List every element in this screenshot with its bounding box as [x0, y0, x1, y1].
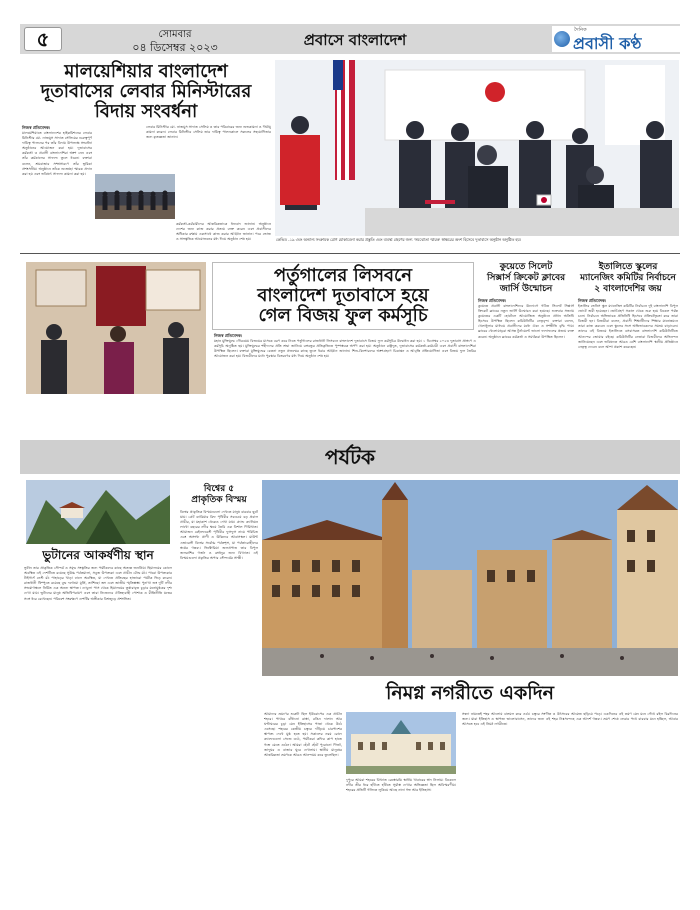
header-day: সোমবার [158, 29, 192, 40]
story1-body-a: মালয়েশিয়াতে বাংলাদেশের হাইকমিশনের লেবার মিনিস্টার মো. নাজমুস সাদাত সেলিমের গুরুত্বপূর্ণ দায়িত্ব পালনের পর তাঁর বিদায় উপলক্ষে সংবর্ধনা অনুষ্ঠানের আয়োজন করা হয়। দূতাবাসের কর্মকর্তা ও প্রবাসী বাংলাদেশিরা অংশ নেন এবং তাঁর কর্মকালের সাফল্য তুলে ধরেন। বক্তারা বলেন, শ্রমবাজার সম্প্রসারণে তাঁর ভূমিকা প্রশংসনীয়। অনুষ্ঠানে তাঁকে শুভেচ্ছা স্মারক প্রদান করা হয় এবং ভবিষ্যৎ সাফল্য কামনা করা হয়। [22, 131, 92, 176]
travel-section-title: পর্যটক [325, 445, 375, 469]
wonders-headline [180, 484, 258, 506]
story4-byline: নিজস্ব প্রতিবেদক। [578, 298, 607, 303]
story1-headline-line1: মালয়েশিয়ার বাংলাদেশ [64, 61, 228, 82]
city-body-b: দুপুরে আমরা শহরের বিখ্যাত রেস্তোরাঁয় স্থানীয় খাবারের স্বাদ নিলাম। বিকেলে নদীর তীর ধরে হাঁটতে হাঁটতে সূর্যাস্ত দেখার অভিজ্ঞতা ছিল অবিস্মরণীয়। শহরের প্রতিটি গলিতে লুকিয়ে আছে নানা গল্প আর ইতিহাস। [346, 778, 456, 793]
story2-headline-line1: পর্তুগালের লিসবনে [273, 265, 412, 286]
brand-logo [552, 26, 682, 52]
people-silhouettes [95, 174, 175, 219]
divider-1 [20, 253, 680, 254]
palace-illustration [346, 712, 456, 774]
story2-headline-line2: বাংলাদেশ দূতাবাসে হয়ে [257, 285, 429, 306]
story2-body: মহান মুক্তিযুদ্ধে গৌরবময় বিজয়ের মাসকে বরণ করে নিতে পর্তুগালের রাজধানী লিসবনে বাংলাদেশ দূতাবাসে বিজয় ফুল কর্মসূচির উদ্বোধন করা হয়। ১ ডিসেম্বর ২০২৩ দূতাবাস প্রাঙ্গণে এ কর্মসূচি অনুষ্ঠিত হয়। মুক্তিযুদ্ধের শহীদদের প্রতি শ্রদ্ধা জানিয়ে বঙ্গবন্ধুর প্রতিকৃতিতে পুষ্পস্তবক অর্পণ করা হয়। অনুষ্ঠানে রাষ্ট্রদূত, দূতাবাসের কর্মকর্তা-কর্মচারী এবং প্রবাসী বাংলাদেশিরা উপস্থিত ছিলেন। বক্তারা মুক্তিযুদ্ধের চেতনা নতুন প্রজন্মের কাছে তুলে ধরার আহ্বান জানান। শিশু-কিশোরদের অংশগ্রহণে চিত্রাঙ্কন ও আবৃত্তি প্রতিযোগিতা এবং বিজয় ফুল তৈরির আয়োজন করা হয়। বিজয়ীদের মধ্যে পুরস্কার বিতরণের মধ্য দিয়ে অনুষ্ঠান শেষ হয়। [214, 339, 476, 359]
bhutan-body: ভুটান তার প্রাকৃতিক সৌন্দর্য ও সমৃদ্ধ সংস্কৃতির জন্য পর্যটকদের কাছে অত্যন্ত জনপ্রিয়। হিমালয়ের কোলে অবস্থিত এই দেশটিতে রয়েছে সুউচ্চ পর্বতমালা, সবুজ উপত্যকা এবং প্রাচীন বৌদ্ধ মঠ। পারো উপত্যকার টাইগার্স নেস্ট মঠ পাহাড়ের খাড়া ঢালে অবস্থিত, যা দেখতে প্রতিবছর হাজারো পর্যটক ভিড় করেন। রাজধানী থিম্পুতে রয়েছে বুদ্ধ দর্দেনমা মূর্তি, তাশিছো জং এবং জাতীয় স্মৃতিস্তম্ভ। পুনাখা জং দুটি নদীর সংযোগস্থলে নির্মিত এক অনন্য স্থাপত্য। দোচুলা পাস থেকে হিমালয়ের তুষারাবৃত চূড়ার মনোমুগ্ধকর দৃশ্য দেখা যায়। ভুটানের মানুষ অতিথিপরায়ণ এবং তারা নিজেদের ঐতিহ্যবাহী পোশাক ও রীতিনীতি যত্নের সঙ্গে ধরে রেখেছেন। পরিবেশ সংরক্ষণে দেশটির অঙ্গীকার বিশ্বজুড়ে প্রশংসিত। [24, 566, 172, 601]
section-name: প্রবাসে বাংলাদেশ [303, 31, 407, 49]
story4-headline-line3: ২ বাংলাদেশির জয় [594, 284, 662, 294]
story1-photo-caption: কেভিড -১৯ এবং অন্যান্য সংক্রামক রোগ মোকাবেলা করার প্রস্তুতি এবং ব্যবস্থা গ্রহণের জন্য 'সমঝোতা স্মারক' স্বাক্ষরের অংশ হিসেবে দূতাবাসে অনুষ্ঠান অনুষ্ঠিত হয়। [276, 237, 522, 242]
story1-signing-photo [275, 60, 679, 236]
story2-headline-line3: গেল বিজয় ফুল কর্মসূচি [258, 305, 428, 326]
story1-byline: নিজস্ব প্রতিবেদক। [22, 125, 51, 130]
city-body-c: সন্ধ্যা নামতেই শহর আলোয় ঝলমল করে ওঠে। চত্বরে সংগীত ও উৎসবের আমেজ ছড়িয়ে পড়ে। একদিনের এই ভ্রমণ যেন মনে গেঁথে রইল চিরদিনের জন্য। যারা ইতিহাস ও স্থাপত্য ভালোবাসেন, তাদের জন্য এই শহর নিঃসন্দেহে এক আদর্শ গন্তব্য। ভ্রমণ শেষে ফেরার পথে বারবার মনে হচ্ছিল, আবার আসতে হবে এই নিমগ্ন নগরীতে। [462, 712, 678, 727]
mountain-monastery-illustration [26, 480, 170, 544]
wonders-body: বিশ্বের প্রাকৃতিক বিস্ময়গুলো দেখতে মানুষ বারবার ছুটে যায়। গ্রেট ব্যারিয়ার রিফ পৃথিবীর সবচেয়ে বড় প্রবাল প্রাচীর, যা মহাকাশ থেকেও দেখা যায়। গ্র্যান্ড ক্যানিয়ন লাখো বছরের নদীর ক্ষয়ে তৈরি এক বিশাল গিরিখাত। আমাজন রেইনফরেস্ট পৃথিবীর ফুসফুস নামে পরিচিত এবং অসংখ্য প্রাণী ও উদ্ভিদের আবাসস্থল। মাউন্ট এভারেস্ট বিশ্বের সর্বোচ্চ পর্বতশৃঙ্গ, যা পর্বতারোহীদের স্বপ্নের গন্তব্য। ভিক্টোরিয়া জলপ্রপাত তার বিপুল জলরাশির গর্জন ও রংধনুর জন্য বিখ্যাত। এই বিস্ময়গুলো প্রকৃতির অপার সৌন্দর্যের সাক্ষী। [180, 510, 258, 560]
story4-headline-line1: ইতালিতে স্কুলের [598, 262, 658, 272]
story1-body-c: কর্মকর্তা-কর্মচারীদের আন্তরিকতাকে ধন্যবাদ জানান। অনুষ্ঠানে দেশের জন্য কাজ করার প্রত্যয় ব্যক্ত করেন এবং প্রবাসীদের অধিকার রক্ষায় একসাথে কাজ করার আহ্বান জানান। পরে ভোজ ও সাংস্কৃতিক আয়োজনের মধ্য দিয়ে অনুষ্ঠান শেষ হয়। [176, 222, 271, 242]
story1-group-photo [95, 174, 175, 219]
story4-headline-line2: ম্যানেজিং কমিটির নির্বাচনে [580, 273, 676, 283]
european-city-illustration [262, 480, 678, 676]
brand-name: প্রবাসী কণ্ঠ [573, 34, 642, 53]
embassy-event-illustration [26, 262, 206, 394]
story1-headline [22, 62, 270, 122]
city-body-a: আমাদের ভ্রমণের শুরুটা ছিল ইউরোপের এক প্রাচীন শহরে। পাথরে বাঁধানো রাস্তা, রঙিন দালান আর ঘণ্টাঘরের চূড়া যেন ইতিহাসের পাতা থেকে উঠে এসেছে। শহরের কেন্দ্রীয় চত্বরে দাঁড়িয়ে চারপাশের স্থাপত্য দেখে মুগ্ধ হতে হয়। সকালের নরম রোদে ক্যাফেগুলো সেজে ওঠে, পর্যটকরা কফির কাপ হাতে গল্পে মেতে ওঠেন। আমরা হেঁটে হেঁটে পুরোনো গির্জা, জাদুঘর ও বাজার ঘুরে দেখলাম। স্থানীয় মানুষের আন্তরিকতা ভ্রমণকে আরও আনন্দময় করে তুলেছিল। [264, 712, 342, 757]
city-square-photo [262, 480, 678, 676]
story1-headline-line3: বিদায় সংবর্ধনা [94, 101, 198, 122]
story2-photo [26, 262, 206, 394]
story2-headline [214, 266, 472, 326]
story3-headline [478, 262, 574, 295]
story4-headline [578, 262, 678, 295]
page-number-badge: ৫ [24, 27, 62, 51]
story3-byline: নিজস্ব প্রতিবেদক। [478, 298, 507, 303]
city-headline: নিমগ্ন নগরীতে একদিন [385, 682, 555, 704]
brand-small: দৈনিক [574, 27, 587, 33]
bhutan-photo [26, 480, 170, 544]
story1-body-b: লেবার মিনিস্টার মো. নাজমুস সাদাত সেলিম ও তার পরিবারের জন্য শুভকামনা ও দীর্ঘায়ু কামনা করেন। লেবার মিনিস্টার সেলিম তার দায়িত্ব পালনকালে সকলের সহযোগিতার জন্য কৃতজ্ঞতা জানান। [146, 125, 271, 140]
story3-body: কুয়েতে প্রবাসী বাংলাদেশিদের উদ্যোগে গঠিত সিলেট সিক্সার্স ক্রিকেট ক্লাবের নতুন জার্সি উন্মোচন করা হয়েছে। শুক্রবার সন্ধ্যায় কুয়েতের একটি হোটেলে আয়োজিত অনুষ্ঠানে প্রধান অতিথি হিসেবে উপস্থিত ছিলেন কমিউনিটির নেতৃবৃন্দ। বক্তারা বলেন, খেলাধুলার মাধ্যমে প্রবাসীদের মধ্যে ঐক্য ও সম্প্রীতি বৃদ্ধি পায়। ক্লাবের খেলোয়াড়রা আসন্ন টুর্নামেন্টে ভালো ফলাফলের প্রত্যয় ব্যক্ত করেন। অনুষ্ঠানে ক্লাবের কর্মকর্তা ও সমর্থকরা উপস্থিত ছিলেন। [478, 304, 574, 339]
story3-headline-line3: জার্সি উন্মোচন [499, 284, 553, 294]
wonders-headline-line2: প্রাকৃতিক বিস্ময় [191, 495, 247, 505]
header-date: ০৪ ডিসেম্বর ২০২৩ [132, 41, 218, 54]
city-palace-photo [346, 712, 456, 774]
wonders-headline-line1: বিশ্বের ৫ [203, 484, 235, 494]
story4-body: ইতালির ভেনিস স্কুল ম্যানেজিং কমিটির নির্বাচনে দুই বাংলাদেশি বিপুল ভোটে জয়ী হয়েছেন। ভোটগ্রহণ সকাল থেকে শুরু হয়ে বিকেল পর্যন্ত চলে। নির্বাচনে অভিভাবক প্রতিনিধি হিসেবে প্রতিদ্বন্দ্বিতা করে তারা বিজয়ী হন। বিজয়ীরা বলেন, প্রবাসী শিক্ষার্থীদের শিক্ষার মানোন্নয়নে তারা কাজ করবেন এবং স্কুলের সঙ্গে অভিভাবকদের সমন্বয় বাড়াবেন। তাদের এই বিজয়ে ইতালিতে বসবাসরত বাংলাদেশি কমিউনিটিতে আনন্দের জোয়ার বইছে। কমিউনিটির নেতারা বিজয়ীদের অভিনন্দন জানিয়েছেন এবং ভবিষ্যতে আরও বেশি বাংলাদেশি স্থানীয় প্রতিষ্ঠানে নেতৃত্ব দেবেন বলে আশা প্রকাশ করেছেন। [578, 304, 678, 349]
globe-icon [554, 31, 570, 47]
story3-headline-line2: সিক্সার্স ক্রিকেট ক্লাবের [486, 273, 566, 283]
story3-headline-line1: কুয়েতে সিলেট [499, 262, 553, 272]
bhutan-headline: ভুটানের আকর্ষণীয় স্থান [42, 548, 154, 562]
story1-headline-line2: দূতাবাসের লেবার মিনিস্টারের [40, 81, 252, 102]
signing-ceremony-illustration [275, 60, 679, 236]
story2-byline: নিজস্ব প্রতিবেদক। [214, 333, 243, 338]
